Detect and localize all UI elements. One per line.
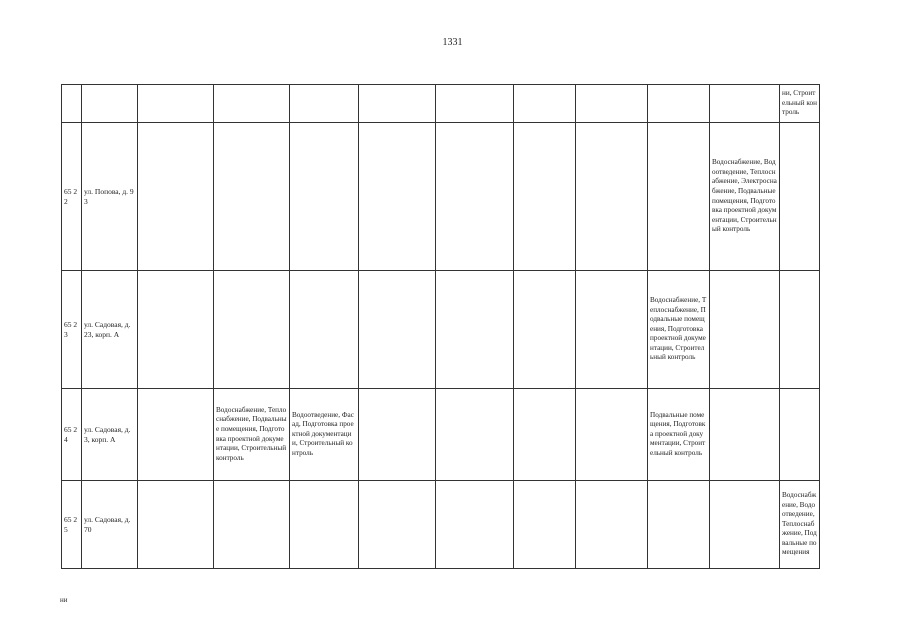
table-cell: Водоснабжение, Теплоснабжение, Подвальные помещения, Подготовка проектной документации, Строительный контроль [214,389,290,481]
page-number: 1331 [442,37,463,48]
row-address: ул. Попова, д. 93 [82,123,138,271]
table-row [62,271,820,389]
capital-repair-table [61,84,820,569]
table-row [62,481,820,569]
table-cell: Водоснабжение, Водоотведение, Теплоснабжение, Подвальные помещения [780,481,820,569]
table-cell: Водоотведение, Фасад, Подготовка проектной документации, Строительный контроль [290,389,359,481]
row-number: 65 24 [62,389,82,481]
footer-text: ни [60,596,68,604]
row-address: ул. Садовая, д. 70 [82,481,138,569]
row-address: ул. Садовая, д. 3, корп. А [82,389,138,481]
table-cell: ни, Строительный контроль [780,85,820,123]
row-number: 65 22 [62,123,82,271]
row-number: 65 25 [62,481,82,569]
row-address: ул. Садовая, д. 23, корп. А [82,271,138,389]
table-row [62,85,820,123]
table-row [62,389,820,481]
table-cell: Водоснабжение, Водоотведение, Теплоснабжение, Электроснабжение, Подвальные помещения, Подготовка проектной документации, Строительный контроль [710,123,780,271]
table-cell: Подвальные помещения, Подготовка проектной документации, Строительный контроль [648,389,710,481]
table-row [62,123,820,271]
table-cell: Водоснабжение, Теплоснабжение, Подвальные помещения, Подготовка проектной документации, Строительный контроль [648,271,710,389]
row-number: 65 23 [62,271,82,389]
